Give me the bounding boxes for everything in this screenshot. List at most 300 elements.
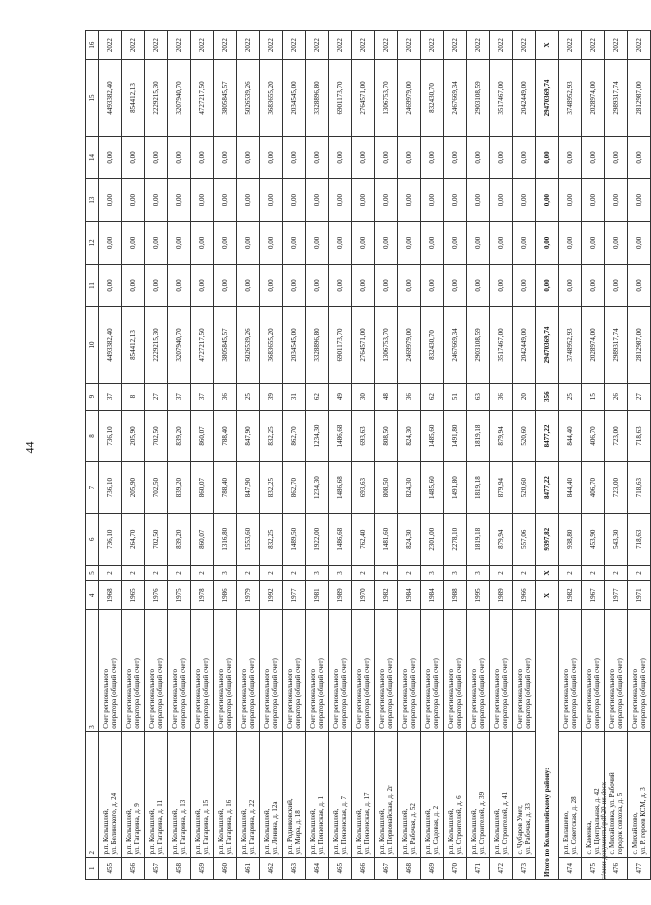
table-cell: с. Чубаров Умет, ул. Рабочая, д. 33 [513,731,536,857]
table-cell: 0,00 [559,179,582,222]
table-cell: 1481,60 [375,513,398,565]
table-cell: 854412,13 [122,60,145,136]
table-cell: Счет регионального оператора (общий счет) [283,610,306,731]
table-cell: Счет регионального оператора (общий счет) [122,610,145,731]
housing-repair-table [85,30,651,880]
table-cell: 2467669,34 [444,60,467,136]
table-cell: 702,50 [145,410,168,462]
table-cell: 3748952,93 [559,60,582,136]
table-cell: 39 [260,383,283,410]
table-cell: Счет регионального оператора (общий счет) [490,610,513,731]
table-cell: с. Михайлово, ул. Р. героев КСМ, д. 3 [628,731,651,857]
table-cell: 0,00 [490,136,513,179]
table-row [306,31,329,880]
table-row [145,31,168,880]
table-cell: Счет регионального оператора (общий счет) [191,610,214,731]
table-row [398,31,421,880]
table-cell: 27 [628,383,651,410]
table-cell: 0,00 [467,136,490,179]
table-cell: 0,00 [421,221,444,264]
table-cell: 0,00 [582,264,605,307]
table-cell: 29470369,74 [536,307,559,383]
table-cell: 456 [122,857,145,879]
table-cell: 0,00 [398,136,421,179]
table-cell: 0,00 [329,179,352,222]
table-cell: 0,00 [536,136,559,179]
table-cell: 1485,60 [421,462,444,514]
table-cell: 457 [145,857,168,879]
table-cell: 0,00 [283,221,306,264]
table-cell: 938,80 [559,513,582,565]
table-cell: 0,00 [536,179,559,222]
table-cell: 2 [86,731,99,857]
table-cell: 5 [86,565,99,581]
table-cell: 0,00 [99,136,122,179]
table-cell: с. Каменка, ул. Центральная, д. 42 [582,731,605,857]
table-cell: 2022 [467,31,490,60]
table-cell: 0,00 [375,179,398,222]
table-cell: 0,00 [191,179,214,222]
table-cell: 3683655,20 [260,307,283,383]
table-cell: 718,63 [628,410,651,462]
table-cell: 467 [375,857,398,879]
table-cell: 0,00 [237,136,260,179]
table-cell: 1982 [559,581,582,610]
table-cell: р.п. Колышлей, ул. Пензенская, д. 1 [306,731,329,857]
table-cell: 2989317,74 [605,307,628,383]
table-cell: 0,00 [306,179,329,222]
table-cell: 37 [168,383,191,410]
table-cell: 2034545,00 [283,307,306,383]
table-cell: р.п. Колышлей, ул. Первомайская, д. 2г [375,731,398,857]
table-header-row [86,31,99,880]
table-cell: 4 [86,581,99,610]
table-cell: 2 [191,565,214,581]
table-cell: 15 [582,383,605,410]
table-cell: 1316,80 [214,513,237,565]
table-cell: 693,63 [352,410,375,462]
table-row [628,31,651,880]
table-cell: 0,00 [260,179,283,222]
table-row [214,31,237,880]
table-cell: Счет регионального оператора (общий счет) [375,610,398,731]
table-cell: 0,00 [122,264,145,307]
table-cell: 854412,13 [122,307,145,383]
table-cell: р.п. Колышлей, ул. Ленина, д. 12а [260,731,283,857]
table-cell: 0,00 [191,264,214,307]
table-cell: 1992 [260,581,283,610]
table-cell: 879,94 [490,410,513,462]
table-cell: 461 [237,857,260,879]
page-number: 44 [22,441,37,454]
table-cell: 0,00 [283,136,306,179]
table-cell: 3 [306,565,329,581]
table-cell: 0,00 [260,136,283,179]
table-cell: 520,60 [513,410,536,462]
table-cell: 0,00 [513,264,536,307]
table-row [352,31,375,880]
table-cell: 1491,80 [444,410,467,462]
table-cell: 1984 [421,581,444,610]
table-cell: Счет регионального оператора (общий счет) [444,610,467,731]
table-cell: 3748952,93 [559,307,582,383]
table-cell: 2022 [605,31,628,60]
table-cell: 0,00 [559,136,582,179]
table-cell: 762,40 [352,513,375,565]
total-label: Итого по Колышлейскому району: [536,610,559,880]
table-cell: 2022 [421,31,444,60]
table-cell: Счет регионального оператора (общий счет) [99,610,122,731]
table-cell: 3207940,70 [168,307,191,383]
table-cell: X [536,565,559,581]
table-cell: 2989317,74 [605,60,628,136]
table-cell: 3805845,57 [214,60,237,136]
table-cell: 862,70 [283,410,306,462]
table-cell: 1491,80 [444,462,467,514]
table-cell: р.п. Колышлей, ул. Гагарина, д. 16 [214,731,237,857]
table-cell: 788,40 [214,410,237,462]
table-cell: 0,00 [513,136,536,179]
table-cell: 0,00 [237,221,260,264]
table-row [490,31,513,880]
table-cell: 0,00 [375,264,398,307]
table-cell: 832,25 [260,410,283,462]
table-cell: 471 [467,857,490,879]
table-cell: 844,40 [559,462,582,514]
table-cell: 3683655,20 [260,60,283,136]
table-cell: Счет регионального оператора (общий счет) [628,610,651,731]
table-cell: 0,00 [375,136,398,179]
table-cell: 0,00 [559,264,582,307]
table-cell: 3 [86,610,99,731]
table-cell: р.п. Колышлей, ул. Строителей, д. 6 [444,731,467,857]
table-cell: 465 [329,857,352,879]
table-cell: р.п. Колышлей, ул. Гагарина, д. 22 [237,731,260,857]
table-cell: Счет регионального оператора (общий счет) [329,610,352,731]
table-cell: 736,10 [99,462,122,514]
table-row [329,31,352,880]
table-cell: 860,07 [191,410,214,462]
table-cell: 3805845,57 [214,307,237,383]
table-cell: 1553,60 [237,513,260,565]
table-cell: 723,00 [605,410,628,462]
table-cell: 0,00 [237,179,260,222]
table-cell: 0,00 [444,136,467,179]
table-row [582,31,605,880]
table-cell: 1989 [329,581,352,610]
table-cell: 0,00 [421,264,444,307]
table-cell: 1968 [99,581,122,610]
table-cell: 1975 [168,581,191,610]
table-cell: 2022 [329,31,352,60]
table-cell: 6 [86,513,99,565]
table-row [168,31,191,880]
table-cell: 718,63 [628,513,651,565]
table-cell: 475 [582,857,605,879]
table-cell: 1976 [145,581,168,610]
table-cell: 6901173,70 [329,307,352,383]
table-cell: 557,06 [513,513,536,565]
table-cell: 2469979,00 [398,307,421,383]
table-cell: 462 [260,857,283,879]
table-row [444,31,467,880]
table-cell: 0,00 [467,264,490,307]
table-cell: 862,70 [283,462,306,514]
table-cell: 2812987,00 [628,60,651,136]
table-cell: 48 [375,383,398,410]
table-cell: 0,00 [306,221,329,264]
table-cell: 2042449,00 [513,60,536,136]
table-cell: 0,00 [168,179,191,222]
table-cell: 2 [99,565,122,581]
table-cell: 0,00 [444,264,467,307]
table-cell: 2022 [628,31,651,60]
table-cell: 466 [352,857,375,879]
table-cell: Счет регионального оператора (общий счет) [398,610,421,731]
table-cell: 0,00 [352,264,375,307]
table-cell: 8477,22 [536,462,559,514]
table-cell: 31 [283,383,306,410]
table-cell: 0,00 [628,179,651,222]
table-cell: 477 [628,857,651,879]
table-cell: 0,00 [329,221,352,264]
table-cell: 2229215,30 [145,60,168,136]
table-cell: р.п. Евлашево, ул. Советская, д. 28 [559,731,582,857]
table-cell: 30 [352,383,375,410]
table-cell: 463 [283,857,306,879]
table-cell: 3 [467,565,490,581]
table-cell: 5026539,26 [237,60,260,136]
table-cell: 2022 [444,31,467,60]
table-cell: Счет регионального оператора (общий счет) [352,610,375,731]
table-cell: 0,00 [628,136,651,179]
table-cell: 453,90 [582,513,605,565]
table-cell: 0,00 [214,179,237,222]
table-cell: 2022 [582,31,605,60]
file-path-footer: c:\мои документы\pdf\20-ия.docx [600,781,608,880]
table-cell: 2764571,00 [352,60,375,136]
table-cell: 702,50 [145,513,168,565]
table-cell: 1819,18 [467,410,490,462]
table-cell: 470 [444,857,467,879]
table-cell: 0,00 [559,221,582,264]
table-cell: 1819,18 [467,462,490,514]
table-cell: 723,00 [605,462,628,514]
table-cell: 2022 [214,31,237,60]
table-cell: 476 [605,857,628,879]
table-cell: 1489,50 [283,513,306,565]
table-cell: 788,40 [214,462,237,514]
table-cell: 8 [86,410,99,462]
table-cell: 2812987,00 [628,307,651,383]
table-cell: 264,70 [122,513,145,565]
table-cell: 12 [86,221,99,264]
table-cell: 8 [122,383,145,410]
table-row [421,31,444,880]
table-cell: 2 [352,565,375,581]
table-cell: 3328896,80 [306,307,329,383]
table-cell: 4727217,50 [191,307,214,383]
table-cell: 0,00 [99,179,122,222]
table-cell: 205,90 [122,410,145,462]
table-cell: 36 [214,383,237,410]
table-cell: 832430,70 [421,60,444,136]
table-cell: 1965 [122,581,145,610]
table-cell: 520,60 [513,462,536,514]
table-cell: 7 [86,462,99,514]
table-cell: 879,94 [490,462,513,514]
table-cell: 0,00 [421,179,444,222]
table-cell: 1971 [628,581,651,610]
table-cell: 1486,68 [329,513,352,565]
table-cell: с. Михайловка, ул. Рабочий городок совхоза, д. 5 [605,731,628,857]
table-cell: 8477,22 [536,410,559,462]
table-cell: 2022 [490,31,513,60]
table-cell: 0,00 [490,264,513,307]
table-cell: 9 [86,383,99,410]
table-cell: 2 [582,565,605,581]
table-cell: р.п. Колышлей, ул. Пензенская, д. 17 [352,731,375,857]
table-cell: 2022 [260,31,283,60]
table-cell: р.п. Колышлей, ул. Гагарина, д. 9 [122,731,145,857]
table-cell: 27 [145,383,168,410]
table-cell: 824,30 [398,513,421,565]
table-cell: 2022 [352,31,375,60]
table-cell: 63 [467,383,490,410]
table-cell: 0,00 [605,179,628,222]
table-cell: 2022 [145,31,168,60]
table-cell: 474 [559,857,582,879]
table-cell: 13 [86,179,99,222]
table-cell: 3207940,70 [168,60,191,136]
table-cell: 1306753,70 [375,307,398,383]
table-cell: 824,30 [398,410,421,462]
table-cell: р.п. Колышлей, ул. Пензенская, д. 7 [329,731,352,857]
table-cell: 11 [86,264,99,307]
table-cell: 860,07 [191,513,214,565]
table-cell: Счет регионального оператора (общий счет) [260,610,283,731]
table-cell: 25 [237,383,260,410]
table-cell: 2022 [375,31,398,60]
table-cell: 0,00 [168,136,191,179]
table-cell: 0,00 [122,179,145,222]
table-cell: 839,20 [168,410,191,462]
table-cell: 15 [86,60,99,136]
table-cell: 26 [605,383,628,410]
table-cell: 1986 [214,581,237,610]
table-cell: 1988 [444,581,467,610]
table-cell: 1966 [513,581,536,610]
table-row [237,31,260,880]
table-cell: 0,00 [191,221,214,264]
table-row [513,31,536,880]
table-cell: 1970 [352,581,375,610]
table-row [375,31,398,880]
table-cell: 2 [237,565,260,581]
table-cell: 839,20 [168,462,191,514]
table-cell: 0,00 [467,179,490,222]
table-row [122,31,145,880]
table-cell: 2 [605,565,628,581]
table-cell: 2467669,34 [444,307,467,383]
table-cell: 693,63 [352,462,375,514]
table-cell: 0,00 [214,264,237,307]
table-cell: 0,00 [398,264,421,307]
table-cell: 808,50 [375,410,398,462]
table-cell: 0,00 [99,221,122,264]
table-cell: 2022 [237,31,260,60]
table-cell: 2 [490,565,513,581]
table-cell: 2022 [398,31,421,60]
table-row [559,31,582,880]
table-row [605,31,628,880]
table-cell: 1967 [582,581,605,610]
table-cell: 36 [490,383,513,410]
table-cell: р.п. Родниковский, ул. Мира, д. 18 [283,731,306,857]
table-cell: 2022 [559,31,582,60]
table-cell: 460 [214,857,237,879]
table-cell: 847,90 [237,462,260,514]
table-cell: 1977 [283,581,306,610]
table-row [260,31,283,880]
table-cell: 0,00 [582,136,605,179]
table-cell: 6901173,70 [329,60,352,136]
table-cell: 0,00 [168,264,191,307]
table-cell: 464 [306,857,329,879]
table-cell: 1 [86,857,99,879]
table-cell: 2469979,00 [398,60,421,136]
table-cell: 468 [398,857,421,879]
table-cell: 0,00 [214,221,237,264]
table-cell: 543,30 [605,513,628,565]
table-cell: 847,90 [237,410,260,462]
table-cell: 0,00 [421,136,444,179]
table-cell: 205,90 [122,462,145,514]
table-cell: 2022 [122,31,145,60]
table-cell: 1485,60 [421,410,444,462]
table-cell: 0,00 [260,221,283,264]
table-cell: 808,50 [375,462,398,514]
table-cell: 2903108,59 [467,307,490,383]
table-cell: 2022 [513,31,536,60]
table-cell: 36 [398,383,421,410]
table-cell: 9397,82 [536,513,559,565]
table-cell: 2 [122,565,145,581]
table-cell: 736,10 [99,513,122,565]
table-cell: 406,70 [582,410,605,462]
table-cell: 832430,70 [421,307,444,383]
table-body [86,31,651,880]
table-cell: 0,00 [513,179,536,222]
table-cell: 0,00 [306,264,329,307]
table-cell: 2 [283,565,306,581]
table-cell: 3517467,00 [490,307,513,383]
table-cell: р.п. Колышлей, ул. Гагарина, д. 11 [145,731,168,857]
table-cell: р.п. Колышлей, ул. Рабочая, д. 52 [398,731,421,857]
table-cell: 2034545,00 [283,60,306,136]
table-cell: 473 [513,857,536,879]
table-cell: 1978 [191,581,214,610]
table-cell: Счет регионального оператора (общий счет) [559,610,582,731]
table-cell: 3 [329,565,352,581]
table-cell: 2 [260,565,283,581]
table-cell: 2 [398,565,421,581]
table-cell: 2028974,00 [582,307,605,383]
table-cell: 860,07 [191,462,214,514]
table-row [283,31,306,880]
table-cell: 0,00 [99,264,122,307]
table-cell: 49 [329,383,352,410]
